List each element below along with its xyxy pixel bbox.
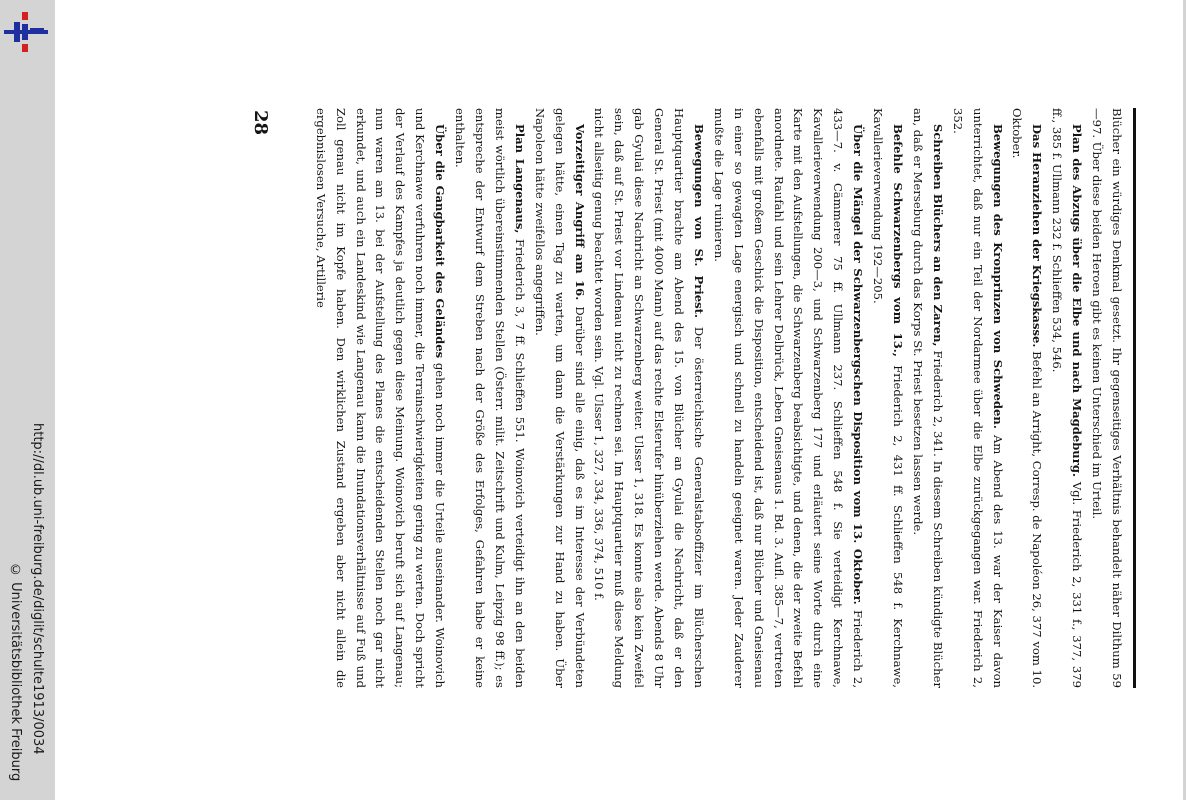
paragraph-lead: Befehle Schwarzenbergs vom 13.,: [891, 124, 906, 357]
paragraph-text: Friederich 3, 7 ff. Schlieffen 551. Woinovich verteidigt ihn an den beiden meist wörtlich übereinstimmenden Stellen (Österr. milit. Zeitschrift und Kulm, Leipzig 98 ff.); es entspreche der Entwurf dem Streben nach der Größe des Erfolges, Gefahren habe er keine enthalten.: [453, 108, 527, 689]
paragraph-lead: Bewegungen des Kronprinzen von Schweden.: [990, 124, 1005, 429]
paragraph: [1046, 108, 1086, 688]
paragraph: [1007, 108, 1047, 688]
paragraph-text: gehen noch immer die Urteile auseinander. Woinovich und Kerchnawe verfuhren noch immer, die Terrainschwierigkeiten gering zu werten. Doch spricht der Verlauf des Kampfes ja deutlich gegen diese Meinung. Woinovich beruft sich auf Langenau; nun waren am 13. bei der Aufstellung des Planes die entscheidenden Stellen noch gar nicht erkundet, und auch ein Landeskind wie Langenau kann die Inundationsverhältnisse auf Fuß und Zoll genau nicht im Kopfe haben. Den wirklichen Zustand ergeben aber nicht allein die ergebnislosen Versuche, Artillerie: [313, 108, 448, 688]
paragraph: [708, 108, 867, 688]
paragraph: [589, 108, 708, 688]
paragraph-text: Friederich 2, 433—7. v. Cämmerer 75 ff. Ullmann 237. Schlieffen 548 f. Sie verteidigt Kerchnawe, Kavallerieverwendung 200—3, und Schwarzenberg 177 und erläutert seine Worte durch eine Karte mit den Aufstellungen, die Schwarzenberg beabsichtigte, und denen, die der zweite Befehl anordnete. Raufahl und sein Lehrer Delbrück, Leben Gneisenaus 1. Bd. 3. Aufl. 385—7, vertreten ebenfalls mit großem Geschick die Disposition, entscheidend ist, daß nur Blücher und Gneisenau in einer so gewagten Lage energisch und schnell zu handeln geeignet waren. Jeder Zauderer mußte die Lage ruinieren.: [711, 108, 866, 688]
page-number: 28: [250, 109, 272, 136]
paragraph-lead: Über die Gangbarkeit des Geländes: [433, 124, 448, 359]
paragraph: [529, 108, 589, 688]
paragraph-text: Vgl. Friederich 2, 331 f., 377, 379 ff., 385 f. Ullmann 232 f. Schlieffen 534, 546.: [1050, 108, 1085, 688]
paragraph-lead: Über die Mängel der Schwarzenbergschen Disposition vom 13. Oktober.: [851, 124, 866, 605]
paragraph: [1086, 108, 1126, 688]
paragraph: [449, 108, 529, 688]
sidebar: [0, 0, 55, 800]
paragraph: [907, 108, 947, 688]
paragraph-text: Am Abend des 13. war der Kaiser davon unterrichtet, daß nur ein Teil der Nordarmee über die Elbe zurückgegangen war. Friederich 2, 352.: [950, 108, 1005, 689]
ub-freiburg-logo-icon[interactable]: [4, 12, 48, 52]
scanned-page: [58, 0, 1183, 800]
paragraph-lead: Bewegungen von St. Priest.: [691, 124, 706, 319]
paragraph: [947, 108, 1007, 688]
paragraph-text: Darüber sind alle einig, daß es im Interesse der Verbündeten gelegen hätte, einen Tag zu warten, um dann die Verstärkungen zur Hand zu haben. Über Napoleon hätte zweifellos angegriffen.: [532, 108, 587, 689]
page-text: [310, 108, 1126, 688]
paragraph: [310, 108, 449, 688]
rotated-page-content: [288, 0, 1138, 800]
paragraph-text: Friederich 2, 341. In diesem Schreiben kündigte Blücher an, daß er Merseburg durch das Korps St. Priest besetzen lassen werde.: [910, 108, 945, 688]
copyright-notice: © Universitätsbibliothek Freiburg: [8, 563, 23, 782]
paragraph-text: Der österreichische Generalstabsoffizier im Blücherschen Hauptquartier brachte am Abend des 15. von Blücher an Gyulai die Nachricht, daß er den General St. Priest (mit 4000 Mann) auf das rechte Elsterufer hinüberziehen werde. Abends 8 Uhr gab Gyulai diese Nachricht an Schwarzenberg weiter. Ulsser 1, 318. Es konnte also kein Zweifel sein, daß auf St. Priest vor Lindenau nicht zu rechnen sei. Im Hauptquartier muß diese Meldung nicht allseitig genug beachtet worden sein. Vgl. Ulsser 1, 327, 334, 336, 374, 510 f.: [592, 108, 706, 688]
paragraph-lead: Plan Langenaus,: [512, 124, 527, 234]
paragraph-lead: Plan des Abzugs über die Elbe und nach Magdeburg.: [1070, 124, 1085, 477]
source-url[interactable]: http://dl.ub.uni-freiburg.de/diglit/schulte1913/0034: [30, 423, 45, 755]
paragraph-lead: Schreiben Blüchers an den Zaren,: [930, 124, 945, 347]
paragraph: [867, 108, 907, 688]
header-rule: [1133, 108, 1136, 688]
paragraph-text: Friederich 2, 431 ff. Schlieffen 548 f. Kerchnawe, Kavallerieverwendung 192—205.: [871, 108, 906, 688]
paragraph-lead: Vorzeitiger Angriff am 16.: [572, 124, 587, 301]
paragraph-text: Blücher ein würdiges Denkmal gesetzt. Ihr gegenseitiges Verhältnis behandelt näher Dilthum 59—97. Über diese beiden Heroen gibt es keinen Unterschied im Urteil.: [1090, 108, 1124, 688]
paragraph-lead: Das Heranziehen der Kriegskasse.: [1030, 124, 1045, 348]
paragraph-text: Befehl an Arright, Corresp. de Napoléon 26, 377 vom 10. Oktober.: [1010, 108, 1045, 689]
